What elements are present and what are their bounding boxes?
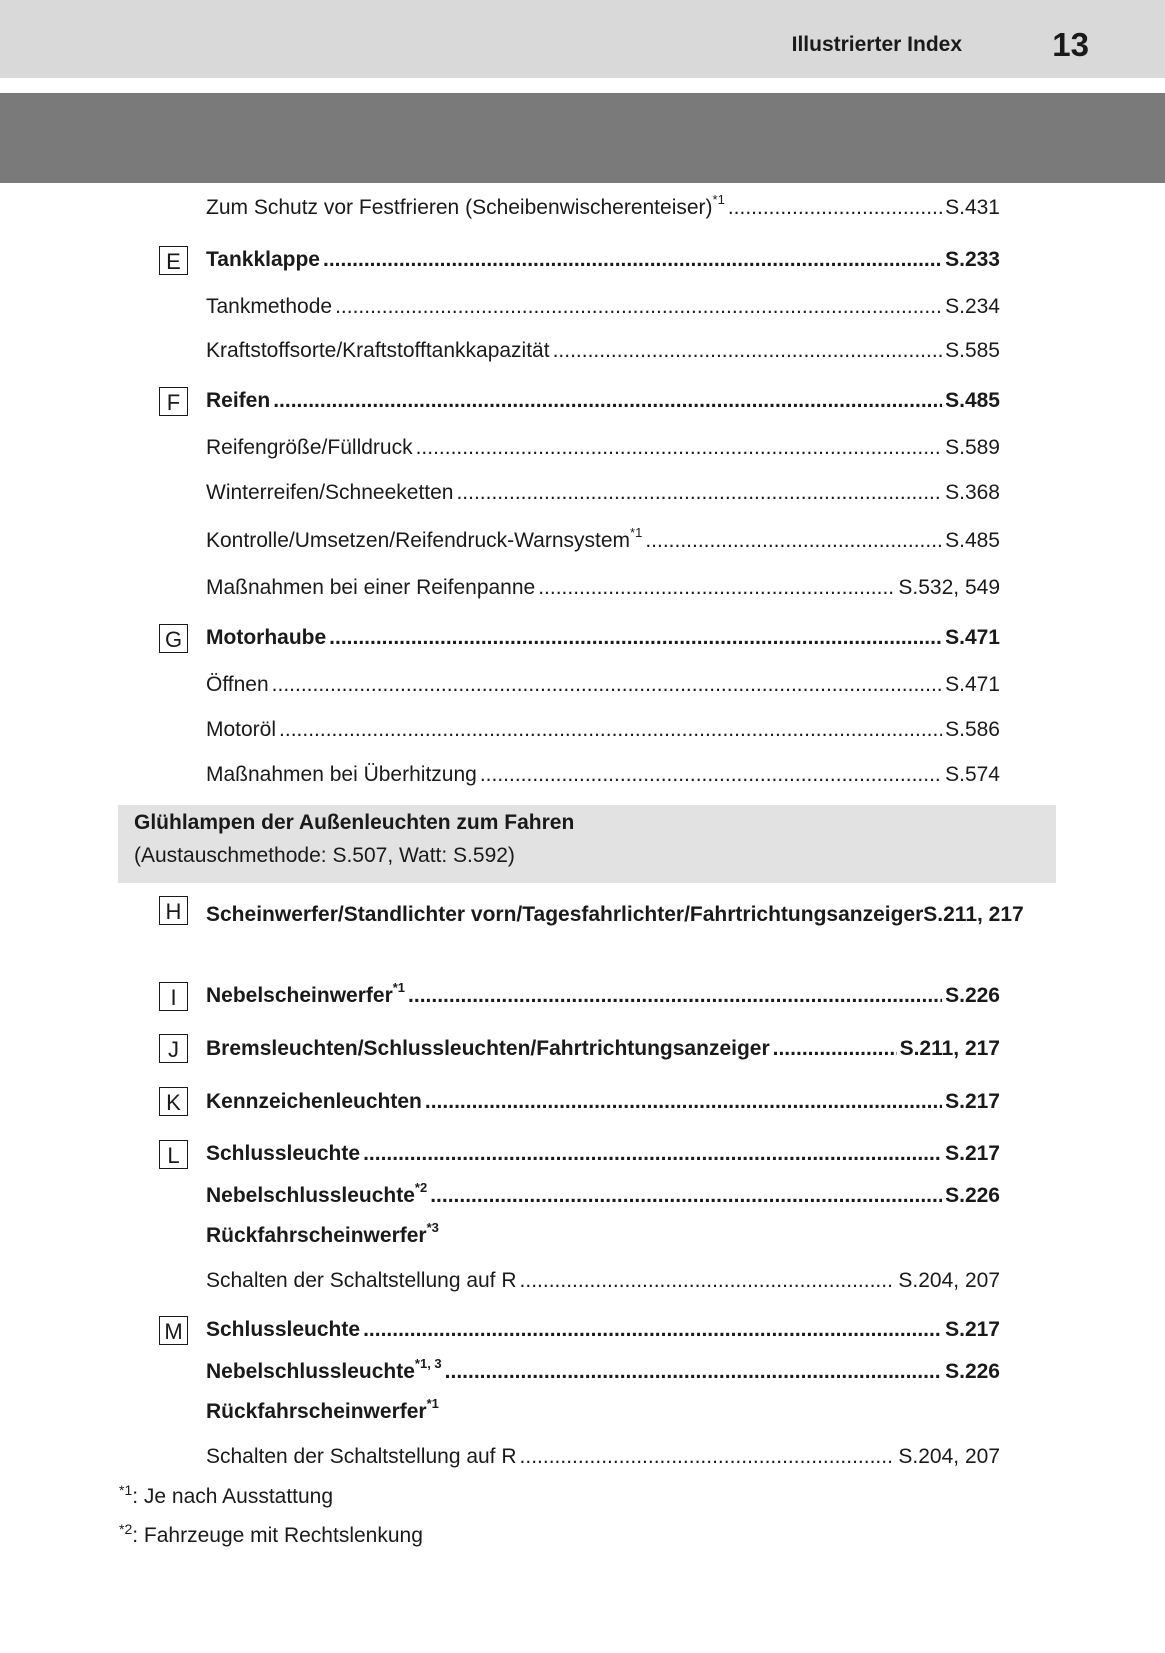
page-ref: S.368 bbox=[945, 481, 1000, 504]
page-ref: S.471 bbox=[945, 673, 1000, 696]
index-entry-tire-check: Kontrolle/Umsetzen/Reifendruck-Warnsystem$^{*1}$ ..... S.485 bbox=[206, 529, 1000, 553]
letter-marker-e: E bbox=[159, 246, 188, 275]
illustration-band bbox=[0, 93, 1165, 183]
footnote-1: $^{*1}$: Je nach Ausstattung bbox=[119, 1482, 334, 1508]
index-entry-tires: Reifen ..... S.485 bbox=[206, 389, 1000, 413]
page-ref: S.226 bbox=[945, 1184, 1000, 1207]
page-ref: S.485 bbox=[945, 529, 1000, 552]
letter-marker-k: K bbox=[159, 1087, 188, 1116]
index-entry-headlights: Scheinwerfer/Standlichter vorn/Tagesfahrlichter/FahrtrichtungsanzeigerS.211, 217 bbox=[206, 903, 1024, 926]
letter-marker-m: M bbox=[159, 1316, 188, 1345]
index-entry-winter-tires: Winterreifen/Schneeketten ..... S.368 bbox=[206, 481, 1000, 505]
page-ref: S.217 bbox=[945, 1142, 1000, 1165]
page-ref: S.574 bbox=[945, 763, 1000, 786]
page-ref: S.204, 207 bbox=[898, 1269, 1000, 1292]
index-entry-fog-lights: Nebelscheinwerfer$^{*1}$ ..... S.226 bbox=[206, 984, 1000, 1008]
index-entry-refuel-method: Tankmethode ..... S.234 bbox=[206, 295, 1000, 319]
letter-marker-l: L bbox=[159, 1140, 188, 1169]
letter-marker-j: J bbox=[159, 1034, 188, 1063]
section-title: Glühlampen der Außenleuchten zum Fahren bbox=[134, 811, 575, 834]
page-ref: S.211, 217 bbox=[899, 1037, 1000, 1060]
index-entry-flat-tire: Maßnahmen bei einer Reifenpanne ..... S.532, 549 bbox=[206, 576, 1000, 600]
page-ref: S.226 bbox=[945, 1360, 1000, 1383]
index-entry-windshield-deicer: Zum Schutz vor Festfrieren (Scheibenwischerenteiser)$^{*1}$ ..... S.431 bbox=[206, 196, 1000, 220]
page-ref: S.226 bbox=[945, 984, 1000, 1007]
page-ref: S.217 bbox=[945, 1318, 1000, 1341]
page-ref: S.217 bbox=[945, 1090, 1000, 1113]
letter-marker-i: I bbox=[159, 982, 188, 1011]
letter-marker-g: G bbox=[159, 624, 188, 653]
page-ref: S.431 bbox=[945, 196, 1000, 219]
page-ref: S.585 bbox=[945, 339, 1000, 362]
page-ref: S.532, 549 bbox=[898, 576, 1000, 599]
page-number: 13 bbox=[1052, 26, 1089, 63]
page-ref: S.485 bbox=[945, 389, 1000, 412]
page-ref: S.586 bbox=[945, 718, 1000, 741]
index-entry-opening: Öffnen ..... S.471 bbox=[206, 673, 1000, 697]
index-entry-fuel-door: Tankklappe ..... S.233 bbox=[206, 248, 1000, 272]
page-ref: S.204, 207 bbox=[898, 1445, 1000, 1468]
index-entry-engine-oil: Motoröl ..... S.586 bbox=[206, 718, 1000, 742]
page-ref: S.471 bbox=[945, 626, 1000, 649]
index-entry-reverse-m: Rückfahrscheinwerfer$^{*1}$ bbox=[206, 1396, 439, 1423]
index-entry-fuel-type: Kraftstoffsorte/Kraftstofftankkapazität ..... S.585 bbox=[206, 339, 1000, 363]
letter-marker-h: H bbox=[159, 896, 188, 925]
page-header bbox=[0, 0, 1165, 78]
chapter-title: Illustrierter Index bbox=[791, 33, 962, 56]
index-entry-rear-fog-l: Nebelschlussleuchte$^{*2}$ ..... S.226 bbox=[206, 1184, 1000, 1208]
section-subtitle: (Austauschmethode: S.507, Watt: S.592) bbox=[134, 844, 515, 867]
index-entry-shift-r-l: Schalten der Schaltstellung auf R ..... S.204, 207 bbox=[206, 1269, 1000, 1293]
index-entry-tire-size: Reifengröße/Fülldruck ..... S.589 bbox=[206, 436, 1000, 460]
page-ref: S.233 bbox=[945, 248, 1000, 271]
page-ref: S.589 bbox=[945, 436, 1000, 459]
letter-marker-f: F bbox=[159, 387, 188, 416]
index-entry-shift-r-m: Schalten der Schaltstellung auf R ..... S.204, 207 bbox=[206, 1445, 1000, 1469]
index-entry-brake-lights: Bremsleuchten/Schlussleuchten/Fahrtrichtungsanzeiger ..... S.211, 217 bbox=[206, 1037, 1000, 1061]
index-entry-overheating: Maßnahmen bei Überhitzung ..... S.574 bbox=[206, 763, 1000, 787]
index-entry-reverse-l: Rückfahrscheinwerfer$^{*3}$ bbox=[206, 1220, 439, 1247]
page-ref: S.234 bbox=[945, 295, 1000, 318]
index-entry-tail-light-m: Schlussleuchte ..... S.217 bbox=[206, 1318, 1000, 1342]
index-entry-license-lights: Kennzeichenleuchten ..... S.217 bbox=[206, 1090, 1000, 1114]
index-entry-tail-light-l: Schlussleuchte ..... S.217 bbox=[206, 1142, 1000, 1166]
footnote-2: $^{*2}$: Fahrzeuge mit Rechtslenkung bbox=[119, 1521, 423, 1547]
index-entry-rear-fog-m: Nebelschlussleuchte$^{*1, 3}$ ..... S.226 bbox=[206, 1360, 1000, 1384]
index-entry-hood: Motorhaube ..... S.471 bbox=[206, 626, 1000, 650]
